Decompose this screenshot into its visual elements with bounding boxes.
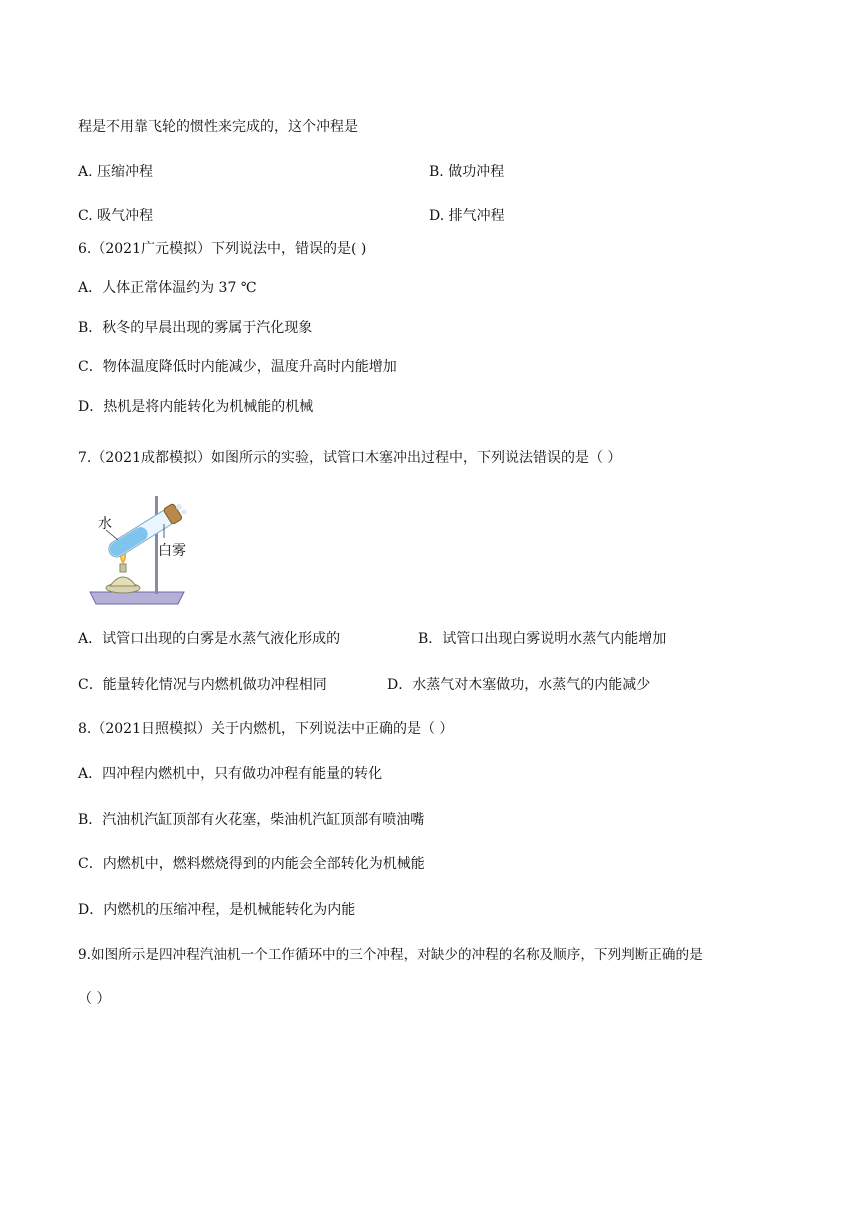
water-label: 水 [98, 515, 112, 531]
q5-option-a: A. 压缩冲程 [78, 164, 154, 180]
fog-label: 白雾 [158, 542, 186, 558]
q7-option-a: A．试管口出现的白雾是水蒸气液化形成的 [78, 631, 341, 647]
q8-option-a: A．四冲程内燃机中，只有做功冲程有能量的转化 [78, 766, 383, 782]
q5-option-b: B. 做功冲程 [429, 164, 505, 180]
q7-option-d: D．水蒸气对木塞做功，水蒸气的内能减少 [387, 677, 651, 693]
question-9-stem: 9.如图所示是四冲程汽油机一个工作循环中的三个冲程，对缺少的冲程的名称及顺序，下列判断正确的是 [78, 947, 703, 963]
question-5-stem: 程是不用靠飞轮的惯性来完成的，这个冲程是 [78, 119, 358, 135]
q5-option-c: C. 吸气冲程 [78, 208, 154, 224]
test-tube-experiment-figure [86, 492, 194, 608]
q7-option-c: C．能量转化情况与内燃机做功冲程相同 [78, 677, 327, 693]
question-6-stem: 6.（2021广元模拟）下列说法中，错误的是( ) [78, 241, 367, 257]
q5-option-d: D. 排气冲程 [429, 208, 505, 224]
q8-option-d: D．内燃机的压缩冲程，是机械能转化为内能 [78, 902, 356, 918]
q6-option-c: C．物体温度降低时内能减少，温度升高时内能增加 [78, 359, 397, 375]
q9-answer-blank: （ ） [78, 991, 111, 1007]
question-8-stem: 8.（2021日照模拟）关于内燃机，下列说法中正确的是（ ） [78, 721, 454, 737]
q8-option-c: C．内燃机中，燃料燃烧得到的内能会全部转化为机械能 [78, 856, 425, 872]
q6-option-b: B．秋冬的早晨出现的雾属于汽化现象 [78, 320, 313, 336]
q6-option-d: D．热机是将内能转化为机械能的机械 [78, 399, 314, 415]
q6-option-a: A．人体正常体温约为 37 ℃ [78, 280, 257, 296]
question-7-stem: 7.（2021成都模拟）如图所示的实验，试管口木塞冲出过程中，下列说法错误的是（ ） [78, 450, 622, 466]
q7-option-b: B．试管口出现白雾说明水蒸气内能增加 [418, 631, 667, 647]
q8-option-b: B．汽油机汽缸顶部有火花塞，柴油机汽缸顶部有喷油嘴 [78, 812, 425, 828]
